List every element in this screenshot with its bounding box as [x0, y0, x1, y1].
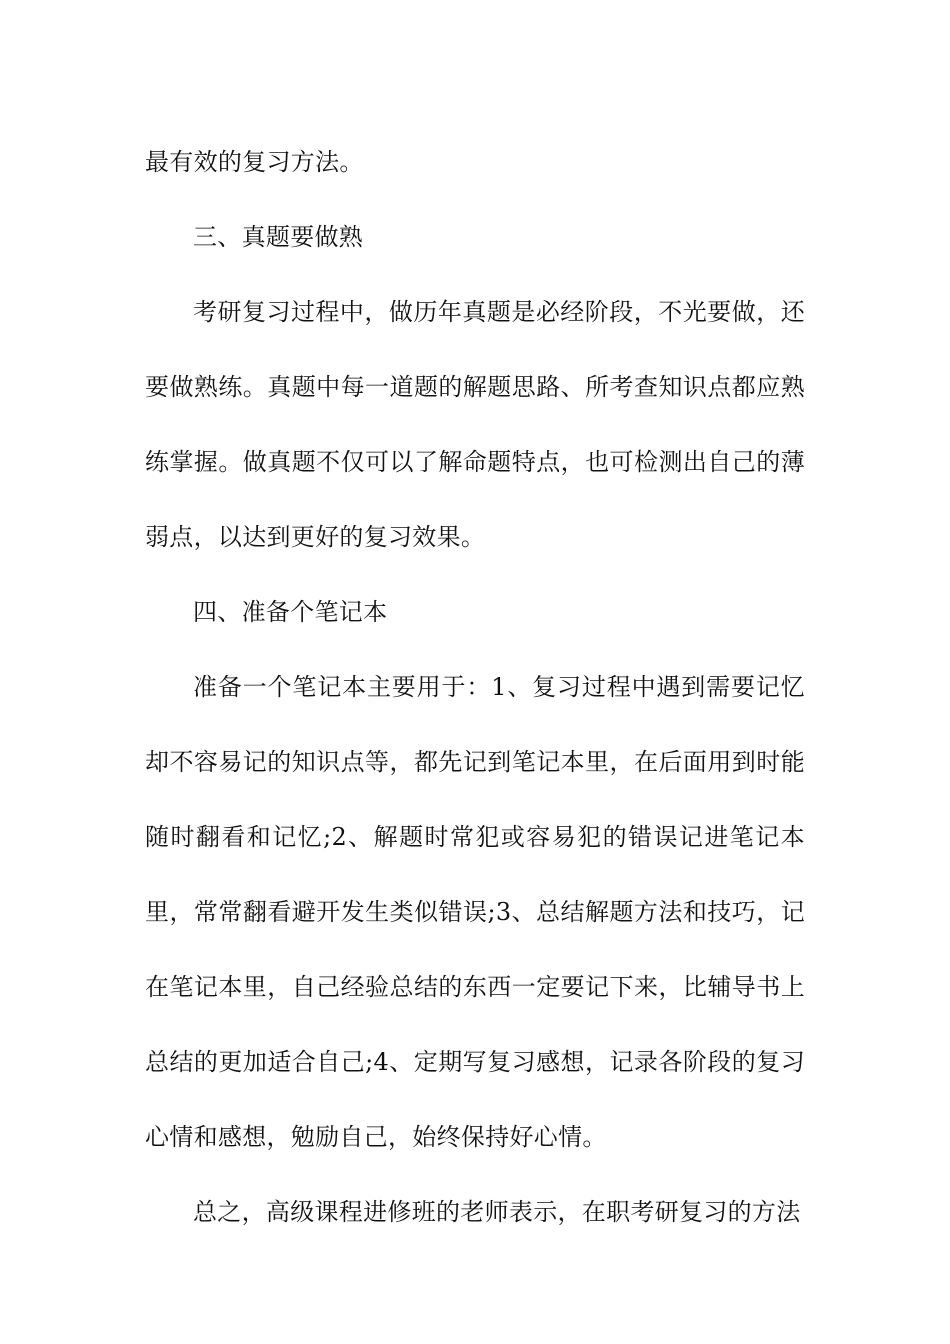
- section-heading-4: 四、准备个笔记本: [193, 598, 388, 626]
- paragraph-notebook: 准备一个笔记本主要用于：1、复习过程中遇到需要记忆却不容易记的知识点等，都先记到笔记本里，在后面用到时能随时翻看和记忆;2、解题时常犯或容易犯的错误记进笔记本里，常常翻看避开发生类似错误;3、总结解题方法和技巧，记在笔记本里，自己经验总结的东西一定要记下来，比辅导书上总结的更加适合自己;4、定期写复习感想，记录各阶段的复习心情和感想，勉励自己，始终保持好心情。: [145, 673, 805, 1151]
- document-body: [145, 125, 805, 1250]
- paragraph-continuation: 最有效的复习方法。: [145, 148, 364, 176]
- paragraph-past-exams: 考研复习过程中，做历年真题是必经阶段，不光要做，还要做熟练。真题中每一道题的解题思路、所考查知识点都应熟练掌握。做真题不仅可以了解命题特点，也可检测出自己的薄弱点，以达到更好的复习效果。: [145, 298, 805, 551]
- section-heading-3: 三、真题要做熟: [193, 223, 364, 251]
- paragraph-summary: 总之，高级课程进修班的老师表示，在职考研复习的方法: [193, 1198, 801, 1226]
